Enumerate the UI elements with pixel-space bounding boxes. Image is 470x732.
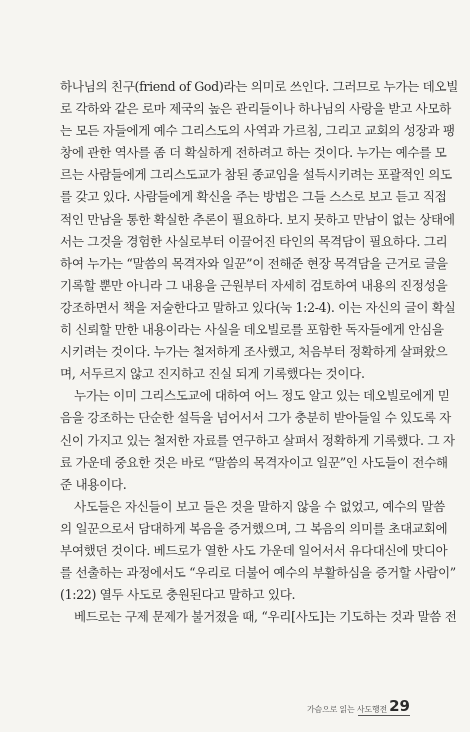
running-title: 가슴으로 읽는 사도행전 <box>307 705 387 714</box>
text-line: 음을 강조하는 단순한 설득을 넘어서서 그가 충분히 받아들일 수 있도록 자 <box>60 410 451 426</box>
text-line: 시키려는 것이다. 누가는 철저하게 조사했고, 처음부터 정확하게 살펴왔으 <box>60 344 448 360</box>
text-line: 강조하면서 책을 저술한다고 말하고 있다(눅 1:2-4). 이는 자신의 글이 확실 <box>60 299 456 315</box>
text-line: 사도들은 자신들이 보고 들은 것을 말하지 않을 수 없었고, 예수의 말씀 <box>74 498 446 514</box>
text-line: 부여했던 것이다. 베드로가 열한 사도 가운데 일어서서 유다대신에 맛디아 <box>60 542 448 558</box>
text-line: 로 각하와 같은 로마 제국의 높은 관리들이나 하나님의 사랑을 받고 사모하 <box>60 101 451 117</box>
text-line: 기록할 뿐만 아니라 그 내용을 근원부터 자세히 검토하여 내용의 진정성을 <box>60 277 448 293</box>
text-line: 창에 관한 역사를 좀 더 확실하게 전하려고 하는 것이다. 누가는 예수를 모 <box>60 145 447 161</box>
text-line: 를 선출하는 과정에서도 “우리로 더불어 예수의 부활하심을 증거할 사람이” <box>60 565 456 581</box>
text-line: 서는 그것을 경험한 사실로부터 이끌어진 타인의 목격담이 필요하다. 그리 <box>60 233 448 249</box>
text-line: 하여 누가는 “말씀의 목격자와 일꾼”이 전해준 현장 목격담을 근거로 글을 <box>60 255 448 271</box>
text-line: 준 내용이다. <box>60 476 127 492</box>
text-line: 베드로는 구제 문제가 불거졌을 때, “우리[사도]는 기도하는 것과 말씀 전 <box>74 609 457 625</box>
text-line: 는 모든 자들에게 예수 그리스도의 사역과 가르침, 그리고 교회의 성장과 팽 <box>60 123 455 139</box>
paragraph <box>60 496 456 606</box>
text-line: 며, 서두르지 않고 진지하고 진실 되게 기록했다는 것이다. <box>60 366 365 382</box>
page-footer <box>0 698 470 718</box>
paragraph <box>60 606 457 628</box>
paragraph <box>60 76 459 385</box>
paragraph <box>60 385 455 495</box>
text-line: 르는 사람들에게 그리스도교가 참된 종교임을 설득시키려는 포괄적인 의도 <box>60 167 452 183</box>
text-line: (1:22) 열두 사도로 충원된다고 말하고 있다. <box>60 587 296 603</box>
text-line: 적인 만남을 통한 확실한 추론이 필요하다. 보지 못하고 만남이 없는 상태에 <box>60 211 455 227</box>
text-line: 하나님의 친구(friend of God)라는 의미로 쓰인다. 그러므로 누가는 데오빌 <box>60 79 459 94</box>
body-text <box>60 76 459 628</box>
text-line: 료 가운데 중요한 것은 바로 “말씀의 목격자이고 일꾼”인 사도들이 전수해 <box>60 454 448 470</box>
page-number: 29 <box>389 697 410 715</box>
text-line: 를 갖고 있다. 사람들에게 확신을 주는 방법은 그들 스스로 보고 듣고 직접 <box>60 189 447 205</box>
text-line: 히 신뢰할 만한 내용이라는 사실을 데오빌로를 포함한 독자들에게 안심을 <box>60 322 444 338</box>
text-line: 신이 가지고 있는 철저한 자료를 연구하고 살펴서 정확하게 기록했다. 그 자 <box>60 432 455 448</box>
text-line: 의 일꾼으로서 담대하게 복음을 증거했으며, 그 복음의 의미를 초대교회에 <box>60 520 448 536</box>
text-line: 누가는 이미 그리스도교에 대하여 어느 정도 알고 있는 데오빌로에게 믿 <box>74 388 450 404</box>
footer-rule <box>358 715 410 716</box>
